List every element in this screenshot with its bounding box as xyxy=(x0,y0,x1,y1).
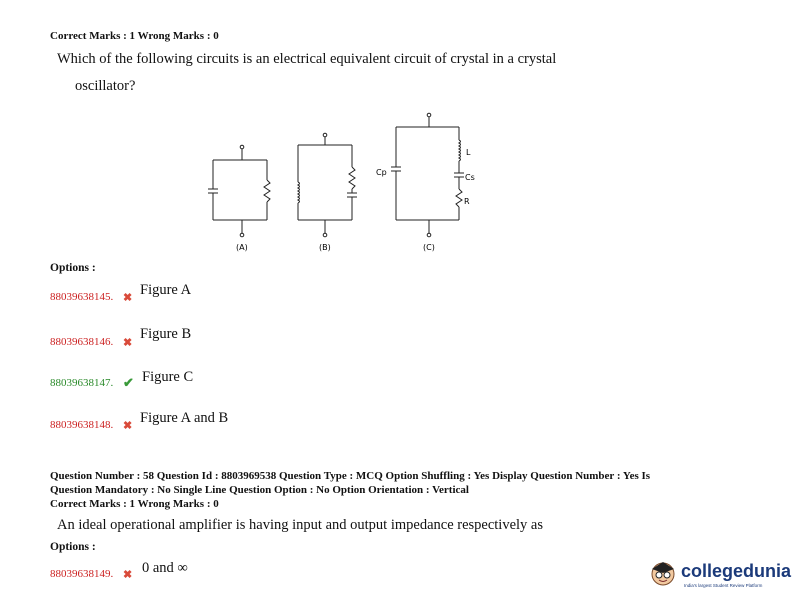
q58-meta-line1: Question Number : 58 Question Id : 8803969538 Question Type : MCQ Option Shuffling : Yes Display Question Number : Yes Is xyxy=(50,470,651,482)
logo-text: collegedunia xyxy=(681,561,792,581)
q58-question: An ideal operational amplifier is having input and output impedance respectively as xyxy=(57,517,544,533)
figure-label-a: (A) xyxy=(236,243,248,252)
figure-label-b: (B) xyxy=(319,243,331,252)
q57-question-line1: Which of the following circuits is an electrical equivalent circuit of crystal in a crystal xyxy=(57,51,557,67)
option-text: Figure B xyxy=(140,326,192,342)
q58-options-heading: Options : xyxy=(50,541,96,553)
option-text: Figure A and B xyxy=(140,410,229,426)
wrong-icon: ✖ xyxy=(123,337,133,349)
option-id: 88039638145. xyxy=(50,291,114,303)
option-text: Figure C xyxy=(142,369,194,385)
label-r: R xyxy=(464,197,470,206)
q57-marks: Correct Marks : 1 Wrong Marks : 0 xyxy=(50,30,219,42)
q58-meta xyxy=(50,469,740,497)
option-text: Figure A xyxy=(140,282,192,298)
circuit-figures xyxy=(195,105,495,255)
figure-a-circuit xyxy=(208,145,270,237)
figure-c-circuit xyxy=(391,113,464,237)
collegedunia-logo xyxy=(648,555,792,595)
figure-label-c: (C) xyxy=(423,243,435,252)
figure-b-circuit xyxy=(298,133,357,237)
option-id: 88039638149. xyxy=(50,568,114,580)
option-text: 0 and ∞ xyxy=(142,560,188,576)
option-id: 88039638148. xyxy=(50,419,114,431)
q57-options-heading: Options : xyxy=(50,262,96,274)
label-cs: Cs xyxy=(465,173,475,182)
label-l: L xyxy=(466,148,471,157)
q58-meta-line2: Question Mandatory : No Single Line Question Option : No Option Orientation : Vertical xyxy=(50,484,469,496)
label-cp: Cp xyxy=(376,168,387,177)
wrong-icon: ✖ xyxy=(123,292,133,304)
wrong-icon: ✖ xyxy=(123,569,133,581)
q58-marks: Correct Marks : 1 Wrong Marks : 0 xyxy=(50,498,219,510)
logo-tagline: India's largest Student Review Platform xyxy=(684,583,763,588)
wrong-icon: ✖ xyxy=(123,420,133,432)
correct-check-icon: ✔ xyxy=(123,375,134,390)
option-id: 88039638147. xyxy=(50,377,114,389)
mascot-icon xyxy=(648,557,678,587)
q57-question-line2: oscillator? xyxy=(75,78,136,94)
option-id: 88039638146. xyxy=(50,336,114,348)
